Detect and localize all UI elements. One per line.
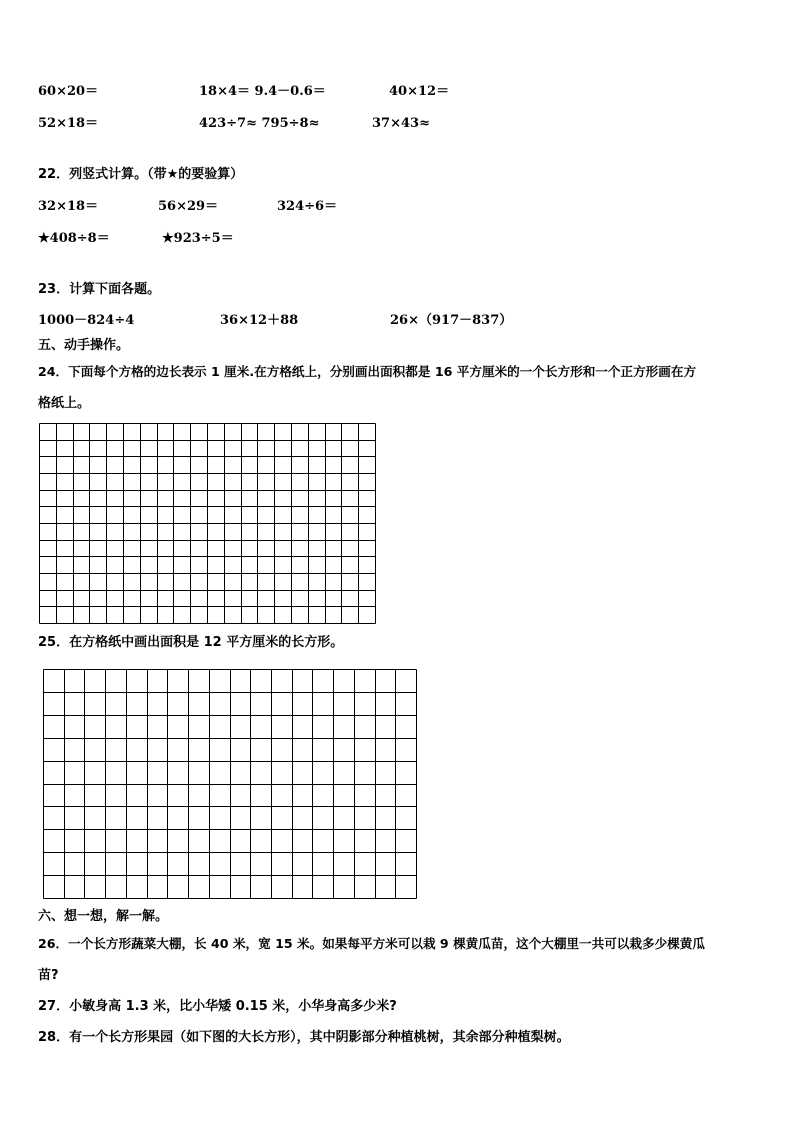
question-27-text: 27．小敏身高 1.3 米，比小华矮 0.15 米，小华身高多少米? xyxy=(38,999,397,1014)
question-26-text-continued: 苗? xyxy=(38,968,59,983)
oral-calc-item: 18×4＝ 9.4－0.6＝ xyxy=(199,84,326,99)
calc-item: 1000－824÷4 xyxy=(38,313,135,328)
calc-item: 26×（917－837） xyxy=(390,313,513,328)
vertical-calc-item: 324÷6＝ xyxy=(277,199,338,214)
question-25-title: 25．在方格纸中画出面积是 12 平方厘米的长方形。 xyxy=(38,635,344,650)
question-28-text: 28．有一个长方形果园（如下图的大长方形），其中阴影部分种植桃树，其余部分种植梨树。 xyxy=(38,1030,570,1045)
calc-item: 36×12＋88 xyxy=(220,313,299,328)
vertical-calc-item: ★923÷5＝ xyxy=(162,231,234,246)
vertical-calc-item: 56×29＝ xyxy=(158,199,219,214)
question-24-text-continued: 格纸上。 xyxy=(38,396,91,411)
grid-paper-q24[interactable] xyxy=(39,423,376,624)
vertical-calc-item: ★408÷8＝ xyxy=(38,231,110,246)
oral-calc-item: 60×20＝ xyxy=(38,84,99,99)
question-22-title: 22．列竖式计算。（带★的要验算） xyxy=(38,167,244,182)
oral-calc-item: 37×43≈ xyxy=(372,116,430,131)
section-6-title: 六、想一想，解一解。 xyxy=(38,909,169,924)
vertical-calc-item: 32×18＝ xyxy=(38,199,99,214)
section-5-title: 五、动手操作。 xyxy=(38,338,130,353)
oral-calc-item: 52×18＝ xyxy=(38,116,99,131)
question-23-title: 23．计算下面各题。 xyxy=(38,282,161,297)
question-26-text: 26．一个长方形蔬菜大棚，长 40 米，宽 15 米。如果每平方米可以栽 9 棵黄瓜苗，这个大棚里一共可以栽多少棵黄瓜 xyxy=(38,936,705,951)
oral-calc-item: 40×12＝ xyxy=(389,84,450,99)
question-24-text: 24．下面每个方格的边长表示 1 厘米.在方格纸上，分别画出面积都是 16 平方厘米的一个长方形和一个正方形画在方 xyxy=(38,364,697,379)
grid-paper-q25[interactable] xyxy=(43,669,417,899)
oral-calc-item: 423÷7≈ 795÷8≈ xyxy=(199,116,320,131)
